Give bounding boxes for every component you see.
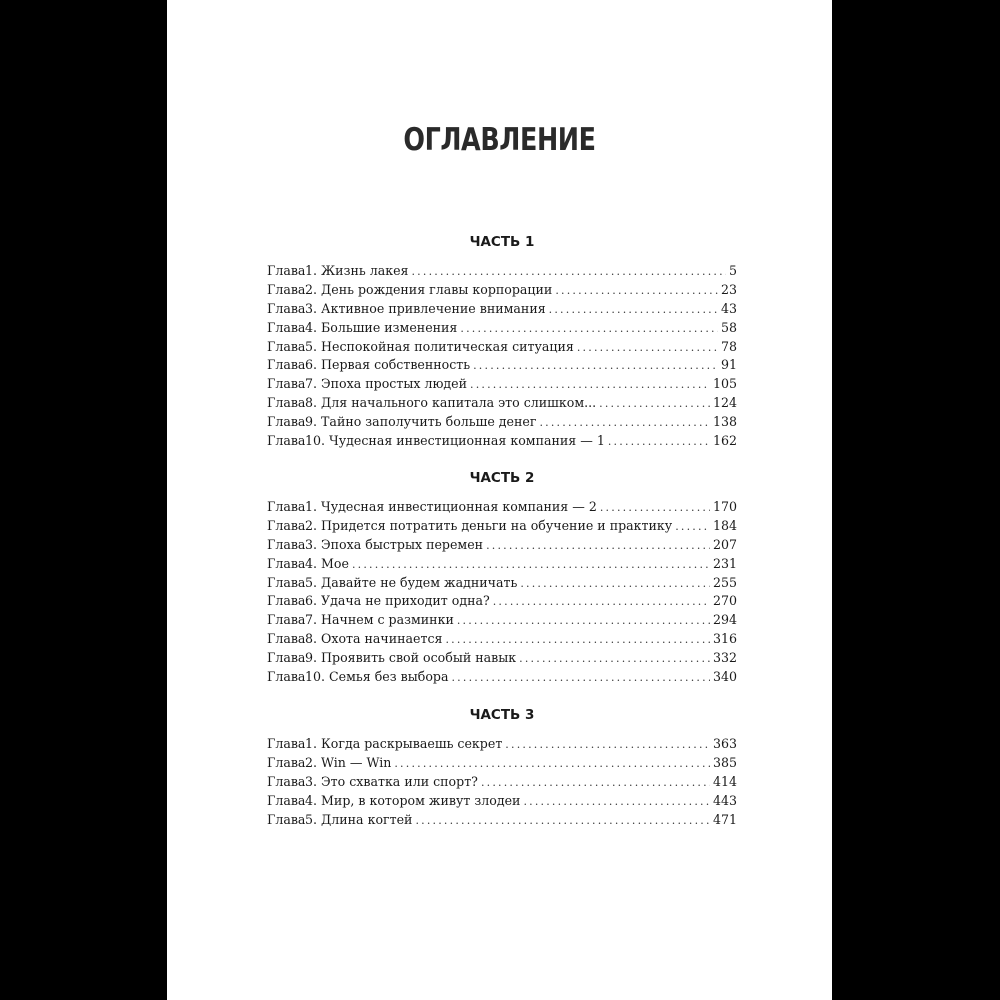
chapter-number: 4. [305, 555, 318, 571]
toc-entry [267, 395, 737, 414]
part-1-section [267, 232, 737, 452]
page-number: 23 [720, 281, 737, 297]
page-number: 105 [712, 376, 737, 392]
page-number: 340 [712, 669, 737, 685]
chapter-word: Глава [267, 773, 306, 789]
toc-entry [267, 575, 737, 594]
page-number: 231 [712, 555, 737, 571]
toc-entry [267, 357, 737, 376]
dot-leader [555, 284, 718, 297]
chapter-title: День рождения главы корпорации [321, 281, 553, 297]
page-number: 414 [712, 773, 737, 789]
chapter-number: 2. [305, 754, 318, 770]
chapter-number: 5. [305, 811, 318, 827]
chapter-title: Неспокойная политическая ситуация [321, 338, 574, 354]
chapter-word: Глава [267, 395, 306, 411]
chapter-number: 3. [305, 300, 318, 316]
page-number: 270 [712, 593, 737, 609]
dot-leader [600, 501, 710, 514]
chapter-word: Глава [267, 555, 306, 571]
chapter-title: Жизнь лакея [321, 263, 409, 278]
page-number: 170 [712, 499, 737, 514]
page-number: 471 [712, 811, 737, 827]
dot-leader [411, 265, 726, 278]
dot-leader [523, 795, 710, 808]
chapter-word: Глава [267, 338, 306, 354]
page-number: 58 [720, 319, 737, 335]
dot-leader [481, 776, 710, 789]
toc-entry [267, 282, 737, 301]
chapter-word: Глава [267, 376, 306, 392]
dot-leader [539, 416, 709, 429]
toc-entry [267, 774, 737, 793]
chapter-word: Глава [267, 357, 306, 373]
chapter-title: Охота начинается [321, 631, 443, 647]
chapter-title: Чудесная инвестиционная компания — 2 [321, 499, 597, 514]
chapter-number: 7. [305, 376, 318, 392]
part-2-section [267, 468, 737, 688]
chapter-title: Проявить свой особый навык [321, 650, 517, 666]
chapter-number: 4. [305, 792, 318, 808]
toc-entry [267, 793, 737, 812]
toc-entry [267, 556, 737, 575]
dot-leader [451, 671, 709, 684]
dot-leader [608, 435, 710, 448]
toc-entry [267, 433, 737, 452]
page-number: 316 [712, 631, 737, 647]
chapter-title: Мир, в котором живут злодеи [321, 792, 521, 808]
chapter-title: Мое [321, 555, 349, 571]
chapter-number: 8. [305, 395, 318, 411]
chapter-number: 3. [305, 773, 318, 789]
toc-entry [267, 499, 737, 518]
page-number: 363 [712, 736, 737, 751]
toc-entry [267, 812, 737, 831]
toc-entry [267, 650, 737, 669]
toc-entry [267, 612, 737, 631]
page-number: 5 [728, 263, 737, 278]
dot-leader [457, 614, 710, 627]
chapter-word: Глава [267, 736, 306, 751]
chapter-word: Глава [267, 433, 306, 449]
chapter-title: Эпоха быстрых перемен [321, 536, 484, 552]
chapter-word: Глава [267, 414, 306, 430]
page-number: 207 [712, 536, 737, 552]
toc-entry [267, 376, 737, 395]
dot-leader [599, 397, 710, 410]
chapter-number: 3. [305, 536, 318, 552]
toc-entry [267, 736, 737, 755]
toc-entry [267, 414, 737, 433]
chapter-word: Глава [267, 612, 306, 628]
chapter-title: Длина когтей [321, 811, 413, 827]
dot-leader [520, 577, 710, 590]
chapter-number: 10. [305, 433, 326, 449]
chapter-word: Глава [267, 792, 306, 808]
chapter-word: Глава [267, 263, 306, 278]
page-number: 184 [712, 517, 737, 533]
chapter-title: Семья без выбора [329, 669, 449, 685]
chapter-title: Чудесная инвестиционная компания — 1 [329, 433, 605, 449]
dot-leader [519, 652, 710, 665]
page-number: 255 [712, 574, 737, 590]
chapter-number: 9. [305, 650, 318, 666]
chapter-word: Глава [267, 593, 306, 609]
chapter-word: Глава [267, 650, 306, 666]
toc-entry [267, 518, 737, 537]
toc-title: ОГЛАВЛЕНИЕ [403, 122, 596, 158]
toc-entry [267, 631, 737, 650]
page-number: 78 [720, 338, 737, 354]
toc-entry [267, 755, 737, 774]
part-heading: ЧАСТЬ 2 [469, 470, 535, 486]
page-number: 124 [712, 395, 737, 411]
chapter-title: Активное привлечение внимания [321, 300, 546, 316]
chapter-number: 10. [305, 669, 326, 685]
dot-leader [675, 520, 710, 533]
chapter-number: 6. [305, 357, 318, 373]
toc-entry [267, 320, 737, 339]
chapter-title: Win — Win [321, 754, 392, 770]
page-number: 385 [712, 754, 737, 770]
chapter-number: 5. [305, 338, 318, 354]
chapter-number: 4. [305, 319, 318, 335]
dot-leader [473, 359, 718, 372]
chapter-number: 8. [305, 631, 318, 647]
chapter-number: 1. [305, 736, 318, 751]
dot-leader [493, 595, 710, 608]
dot-leader [394, 757, 710, 770]
chapter-title: Для начального капитала это слишком... [321, 395, 597, 411]
part-heading: ЧАСТЬ 1 [469, 234, 535, 250]
toc-entry [267, 263, 737, 282]
page-number: 138 [712, 414, 737, 430]
toc-entry [267, 301, 737, 320]
chapter-word: Глава [267, 754, 306, 770]
chapter-title: Тайно заполучить больше денег [321, 414, 537, 430]
book-page [167, 0, 832, 1000]
dot-leader [549, 303, 718, 316]
part-3-section [267, 705, 737, 830]
part-heading: ЧАСТЬ 3 [469, 707, 535, 723]
chapter-word: Глава [267, 281, 306, 297]
dot-leader [577, 341, 718, 354]
chapter-title: Придется потратить деньги на обучение и практику [321, 517, 673, 533]
dot-leader [415, 814, 710, 827]
page-number: 43 [720, 300, 737, 316]
chapter-title: Большие изменения [321, 319, 458, 335]
chapter-word: Глава [267, 499, 306, 514]
toc-entry [267, 537, 737, 556]
page-number: 91 [720, 357, 737, 373]
dot-leader [445, 633, 709, 646]
toc-entry [267, 339, 737, 358]
chapter-word: Глава [267, 517, 306, 533]
chapter-number: 1. [305, 263, 318, 278]
chapter-title: Когда раскрываешь секрет [321, 736, 503, 751]
chapter-word: Глава [267, 811, 306, 827]
chapter-word: Глава [267, 536, 306, 552]
chapter-word: Глава [267, 300, 306, 316]
chapter-title: Начнем с разминки [321, 612, 454, 628]
chapter-title: Эпоха простых людей [321, 376, 468, 392]
page-number: 162 [712, 433, 737, 449]
chapter-number: 1. [305, 499, 318, 514]
chapter-word: Глава [267, 631, 306, 647]
chapter-number: 2. [305, 517, 318, 533]
dot-leader [460, 322, 718, 335]
chapter-number: 9. [305, 414, 318, 430]
chapter-title: Давайте не будем жадничать [321, 574, 518, 590]
chapter-number: 5. [305, 574, 318, 590]
page-number: 332 [712, 650, 737, 666]
toc-entry [267, 669, 737, 688]
chapter-title: Это схватка или спорт? [321, 773, 478, 789]
dot-leader [505, 738, 710, 751]
chapter-number: 7. [305, 612, 318, 628]
toc-entry [267, 593, 737, 612]
chapter-word: Глава [267, 574, 306, 590]
dot-leader [486, 539, 710, 552]
page-number: 294 [712, 612, 737, 628]
chapter-number: 6. [305, 593, 318, 609]
chapter-number: 2. [305, 281, 318, 297]
dot-leader [470, 378, 710, 391]
chapter-word: Глава [267, 669, 306, 685]
dot-leader [352, 558, 710, 571]
chapter-title: Удача не приходит одна? [321, 593, 490, 609]
chapter-word: Глава [267, 319, 306, 335]
page-number: 443 [712, 792, 737, 808]
chapter-title: Первая собственность [321, 357, 471, 373]
